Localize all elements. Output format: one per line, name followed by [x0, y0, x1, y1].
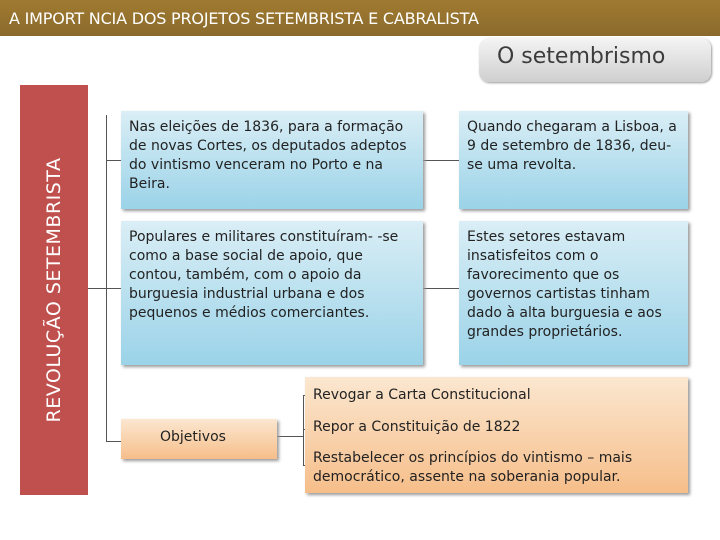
objetivos-item-2: Repor a Constituição de 1822 — [313, 419, 521, 435]
sidebar-label: REVOLUÇÃO SETEMBRISTA — [43, 157, 65, 423]
connector-main-vertical — [106, 115, 107, 442]
connector-box1-box2 — [423, 160, 459, 161]
objetivos-item-3: Restabelecer os princípios do vintismo – mais democrático, assente na soberania popular. — [313, 450, 633, 485]
box-populares-text: Populares e militares constituíram- -se como a base social de apoio, que contou, também, com o apoio da burguesia industrial urbana e dos pequenos e médios comerciantes. — [129, 229, 399, 321]
objetivos-item-1: Revogar a Carta Constitucional — [313, 387, 531, 403]
connector-list-vertical — [303, 395, 304, 465]
connector-box3-box4 — [423, 288, 459, 289]
subtitle: O setembrismo — [497, 44, 666, 69]
box-setores-text: Estes setores estavam insatisfeitos com o favorecimento que os governos cartistas tinham dado à alta burguesia e aos grandes proprietários. — [467, 229, 662, 340]
connector-objetivos-list — [277, 436, 303, 437]
box-elections-text: Nas eleições de 1836, para a formação de novas Cortes, os deputados adeptos do vintismo venceram no Porto e na Beira. — [129, 119, 407, 192]
box-lisbon-text: Quando chegaram a Lisboa, a 9 de setembro de 1836, deu-se uma revolta. — [467, 119, 677, 173]
connector-to-objetivos — [106, 441, 121, 442]
connector-to-box1 — [106, 160, 121, 161]
objetivos-label: Objetivos — [160, 429, 226, 445]
page-title: A IMPORT NCIA DOS PROJETOS SETEMBRISTA E CABRALISTA — [9, 9, 479, 28]
connector-to-box3 — [88, 288, 121, 289]
